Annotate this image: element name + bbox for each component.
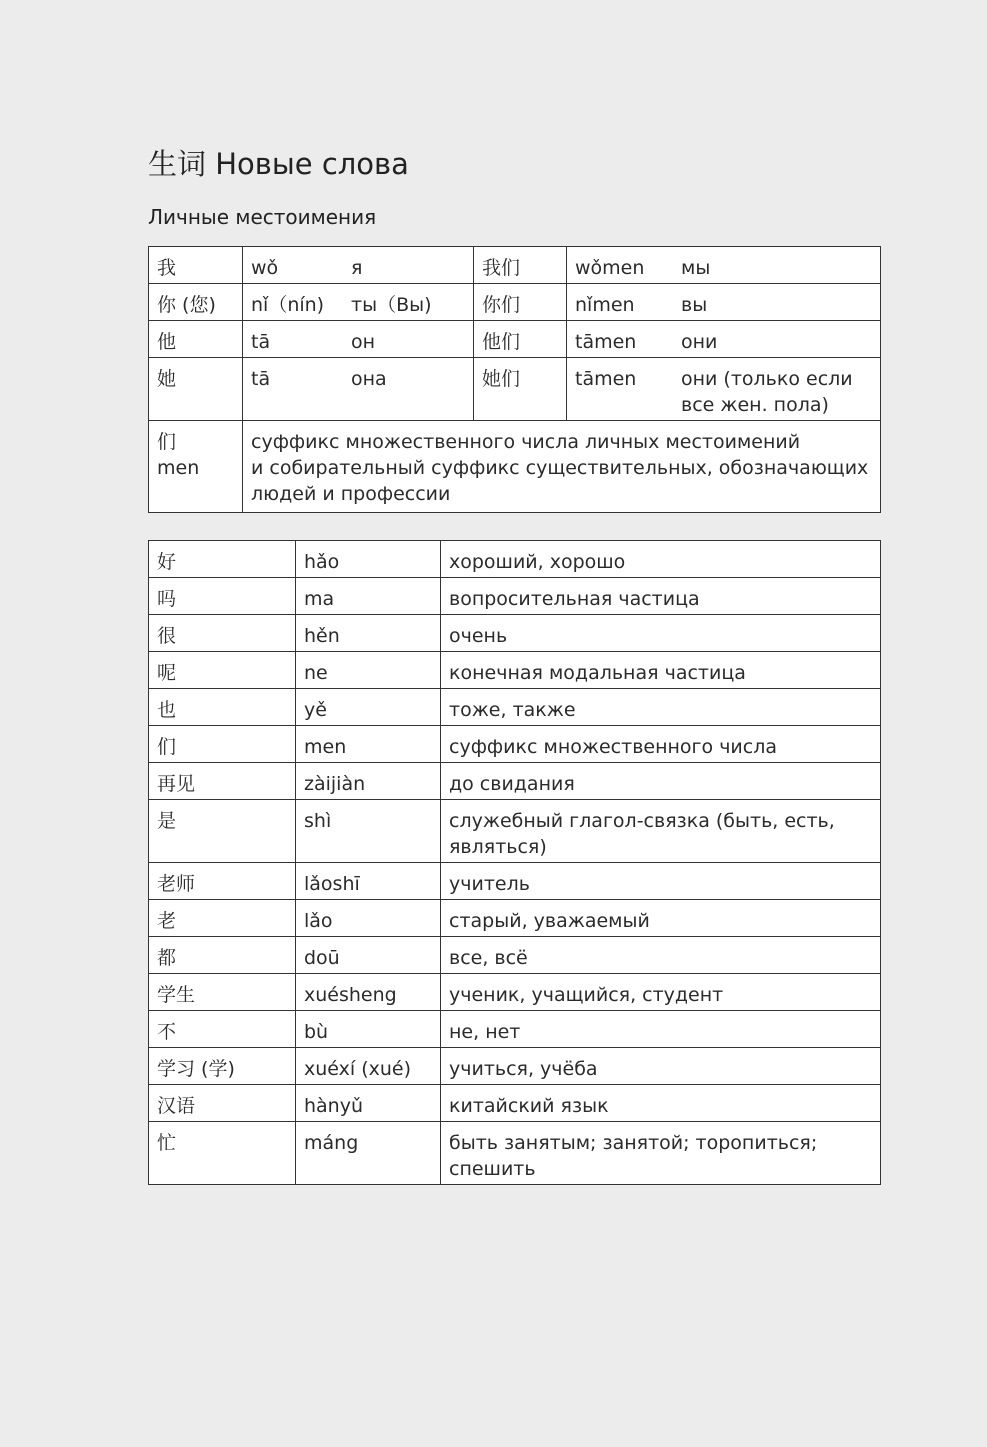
hanzi-cell: 老: [149, 900, 296, 937]
meaning-cell: китайский язык: [441, 1085, 881, 1122]
hanzi-cell: 我: [149, 247, 243, 284]
pinyin-text: men: [157, 457, 200, 479]
pinyin-meaning-plural-cell: [567, 284, 881, 321]
table-row: [149, 974, 881, 1011]
table-row: [149, 1085, 881, 1122]
pinyin-cell: xuéxí (xué): [296, 1048, 441, 1085]
pinyin-meaning-plural-cell: [567, 358, 881, 421]
hanzi-cell: 也: [149, 689, 296, 726]
meaning-cell: очень: [441, 615, 881, 652]
hanzi-cell: 再见: [149, 763, 296, 800]
vocabulary-table: [148, 540, 881, 1185]
meaning-cell: ученик, учащийся, студент: [441, 974, 881, 1011]
hanzi-plural-cell: 你们: [474, 284, 567, 321]
pinyin-cell: hànyǔ: [296, 1085, 441, 1122]
hanzi-plural-cell: 我们: [474, 247, 567, 284]
pinyin-cell: men: [296, 726, 441, 763]
hanzi-cell: 你 (您): [149, 284, 243, 321]
pinyin-text: wǒ: [251, 257, 279, 279]
hanzi-cell: 学生: [149, 974, 296, 1011]
table-row: [149, 689, 881, 726]
meaning-text: я: [351, 257, 363, 279]
pinyin-text: nǐ（nín): [251, 294, 325, 316]
meaning-text: он: [351, 331, 376, 353]
table-row: [149, 1122, 881, 1185]
table-row: [149, 726, 881, 763]
description-line: и собирательный суффикс существительных, обозначающих людей и профессии: [251, 457, 869, 505]
pinyin-cell: lǎoshī: [296, 863, 441, 900]
suffix-hanzi-cell: [149, 421, 243, 513]
table-row: [149, 937, 881, 974]
table-row: [149, 321, 881, 358]
pinyin-cell: ne: [296, 652, 441, 689]
hanzi-cell: 她: [149, 358, 243, 421]
pinyin-meaning-cell: [243, 247, 474, 284]
pinyin-cell: lǎo: [296, 900, 441, 937]
table-row: [149, 421, 881, 513]
table-row: [149, 615, 881, 652]
hanzi-cell: 很: [149, 615, 296, 652]
pinyin-cell: hǎo: [296, 541, 441, 578]
pinyin-meaning-plural-cell: [567, 247, 881, 284]
pronouns-table: [148, 246, 881, 513]
table-row: [149, 578, 881, 615]
pinyin-text: tāmen: [575, 368, 637, 390]
hanzi-plural-cell: 他们: [474, 321, 567, 358]
pinyin-cell: hěn: [296, 615, 441, 652]
meaning-cell: до свидания: [441, 763, 881, 800]
meaning-cell: быть занятым; занятой; торопиться; спешить: [441, 1122, 881, 1185]
table-row: [149, 358, 881, 421]
hanzi-plural-cell: 她们: [474, 358, 567, 421]
meaning-cell: не, нет: [441, 1011, 881, 1048]
section-title: Личные местоимения: [148, 205, 377, 229]
suffix-description-cell: [243, 421, 881, 513]
meaning-cell: хороший, хорошо: [441, 541, 881, 578]
pinyin-meaning-cell: [243, 321, 474, 358]
meaning-cell: суффикс множественного числа: [441, 726, 881, 763]
pinyin-meaning-plural-cell: [567, 321, 881, 358]
meaning-cell: все, всё: [441, 937, 881, 974]
pinyin-text: wǒmen: [575, 257, 645, 279]
meaning-cell: служебный глагол-связка (быть, есть, являться): [441, 800, 881, 863]
pinyin-text: tā: [251, 331, 271, 353]
meaning-cell: учиться, учёба: [441, 1048, 881, 1085]
hanzi-cell: 呢: [149, 652, 296, 689]
pinyin-cell: doū: [296, 937, 441, 974]
table-row: [149, 247, 881, 284]
table-row: [149, 763, 881, 800]
pinyin-cell: yě: [296, 689, 441, 726]
meaning-text: вы: [681, 294, 708, 316]
pinyin-cell: máng: [296, 1122, 441, 1185]
hanzi-cell: 好: [149, 541, 296, 578]
pinyin-meaning-cell: [243, 358, 474, 421]
page-title: 生词 Новые слова: [148, 147, 409, 181]
hanzi-cell: 老师: [149, 863, 296, 900]
pinyin-text: tāmen: [575, 331, 637, 353]
table-row: [149, 1011, 881, 1048]
meaning-text: мы: [681, 257, 711, 279]
meaning-cell: вопросительная частица: [441, 578, 881, 615]
meaning-cell: конечная модальная частица: [441, 652, 881, 689]
meaning-cell: тоже, также: [441, 689, 881, 726]
table-row: [149, 1048, 881, 1085]
meaning-text: она: [351, 368, 387, 390]
meaning-cell: учитель: [441, 863, 881, 900]
meaning-text: они: [681, 331, 718, 353]
hanzi-cell: 都: [149, 937, 296, 974]
table-row: [149, 652, 881, 689]
pinyin-cell: bù: [296, 1011, 441, 1048]
pinyin-cell: ma: [296, 578, 441, 615]
table-row: [149, 800, 881, 863]
table-row: [149, 541, 881, 578]
hanzi-cell: 学习 (学): [149, 1048, 296, 1085]
pinyin-cell: shì: [296, 800, 441, 863]
meaning-text: они (только если все жен. пола): [681, 368, 853, 416]
pinyin-cell: xuésheng: [296, 974, 441, 1011]
hanzi-cell: 汉语: [149, 1085, 296, 1122]
table-row: [149, 284, 881, 321]
pinyin-text: nǐmen: [575, 294, 635, 316]
table-row: [149, 863, 881, 900]
hanzi-cell: 不: [149, 1011, 296, 1048]
meaning-cell: старый, уважаемый: [441, 900, 881, 937]
pinyin-text: tā: [251, 368, 271, 390]
hanzi-cell: 他: [149, 321, 243, 358]
pinyin-meaning-cell: [243, 284, 474, 321]
table-row: [149, 900, 881, 937]
hanzi-cell: 吗: [149, 578, 296, 615]
description-line: суффикс множественного числа личных местоимений: [251, 431, 801, 453]
hanzi-cell: 是: [149, 800, 296, 863]
meaning-text: ты（Вы): [351, 294, 432, 316]
pinyin-cell: zàijiàn: [296, 763, 441, 800]
hanzi-text: 们: [157, 431, 177, 453]
hanzi-cell: 们: [149, 726, 296, 763]
hanzi-cell: 忙: [149, 1122, 296, 1185]
